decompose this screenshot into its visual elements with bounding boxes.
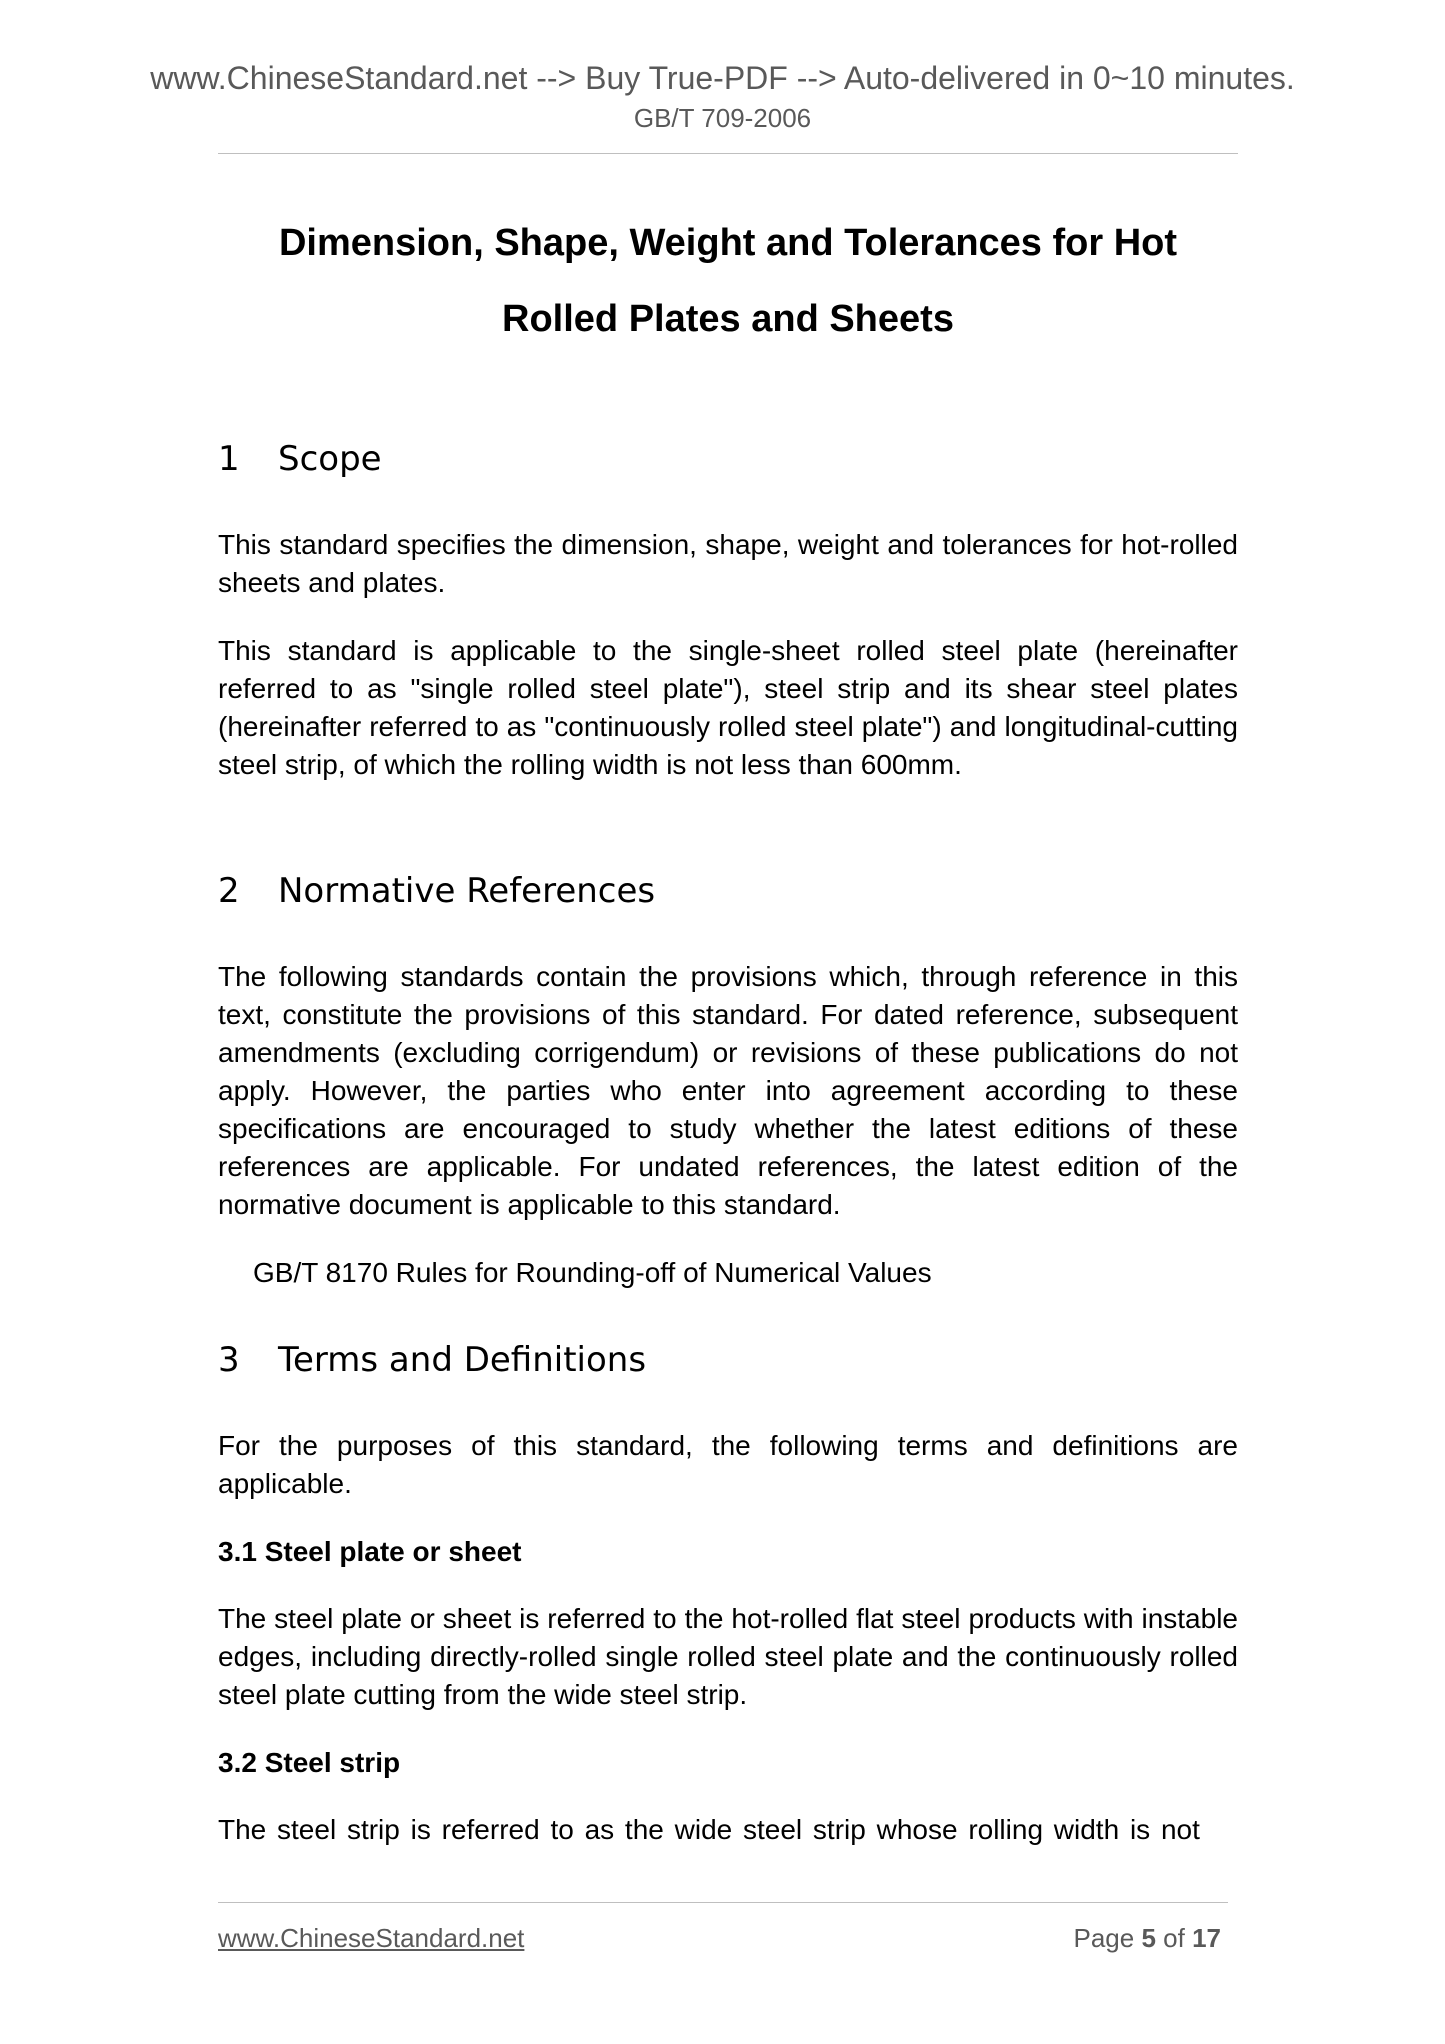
section-title: Terms and Definitions [278,1340,647,1380]
page-total: 17 [1192,1923,1221,1953]
page-of: of [1163,1923,1185,1953]
terms-paragraph: For the purposes of this standard, the following terms and definitions are applicable. [218,1430,1238,1499]
steel-plate-definition: The steel plate or sheet is referred to the hot-rolled flat steel products with instable edges, including directly-rolled single rolled steel plate and the continuously rolled steel plate cutting from the wide steel strip. [218,1603,1238,1710]
section-number: 3 [218,1340,240,1380]
document-title [218,205,1238,357]
header-banner: www.ChineseStandard.net --> Buy True-PDF --> Auto-delivered in 0~10 minutes. [150,60,1295,96]
footer-site-link[interactable]: www.ChineseStandard.net [218,1923,525,1953]
section-number: 1 [218,439,240,479]
subheading-steel-plate: 3.1 Steel plate or sheet [218,1536,522,1567]
reference-item: GB/T 8170 Rules for Rounding-off of Numerical Values [253,1257,932,1288]
subheading-steel-strip: 3.2 Steel strip [218,1747,401,1778]
steel-strip-definition: The steel strip is referred to as the wide steel strip whose rolling width is not [218,1814,1200,1845]
section-number: 2 [218,871,240,911]
section-title: Normative References [278,871,656,911]
section-heading-normative-references [218,869,1238,913]
scope-paragraph-2: This standard is applicable to the single-sheet rolled steel plate (hereinafter referred to as "single rolled steel plate"), steel strip and its shear steel plates (hereinafter referred to as "continuously rolled steel plate") and longitudinal-cutting steel strip, of which the rolling width is not less than 600mm. [218,635,1238,780]
title-line-2: Rolled Plates and Sheets [502,298,954,340]
page-prefix: Page [1073,1923,1135,1953]
section-heading-terms-definitions [218,1338,1238,1382]
title-line-1: Dimension, Shape, Weight and Tolerances for Hot [278,222,1178,264]
standard-code: GB/T 709-2006 [633,103,812,133]
section-title: Scope [278,439,382,479]
scope-paragraph-1: This standard specifies the dimension, shape, weight and tolerances for hot-rolled sheets and plates. [218,529,1238,598]
footer-divider [218,1902,1228,1903]
normative-paragraph: The following standards contain the provisions which, through reference in this text, constitute the provisions of this standard. For dated reference, subsequent amendments (excluding corrigendum) or revisions of these publications do not apply. However, the parties who enter into agreement according to these specifications are encouraged to study whether the latest editions of these references are applicable. For undated references, the latest edition of the normative document is applicable to this standard. [218,961,1238,1220]
header-divider [218,153,1238,154]
page-current: 5 [1141,1923,1156,1953]
section-heading-scope [218,437,1238,481]
page-indicator [1073,1921,1221,1955]
